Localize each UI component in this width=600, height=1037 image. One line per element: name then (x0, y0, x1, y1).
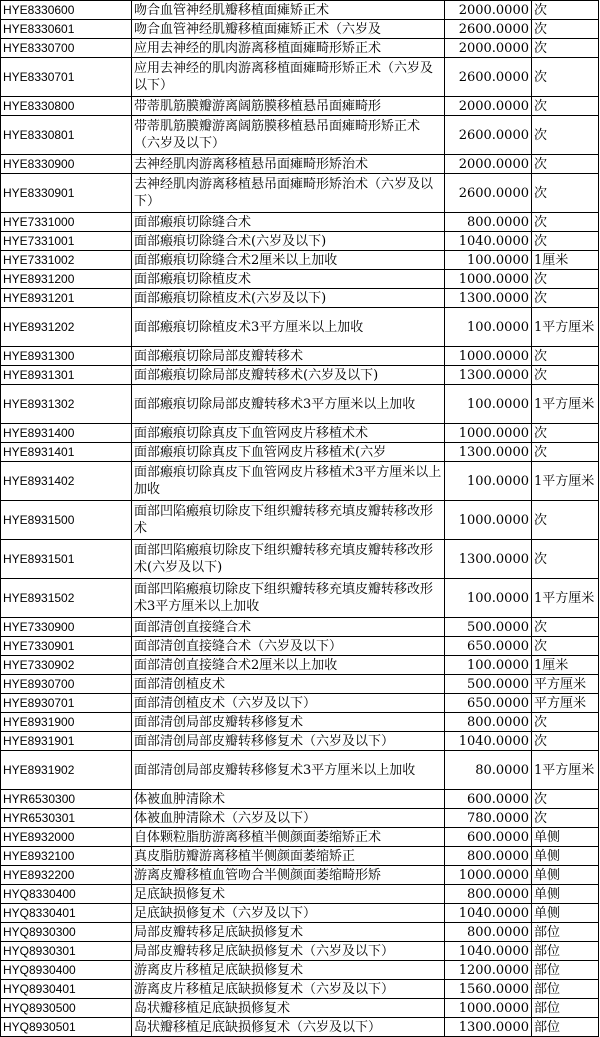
table-row (1, 58, 599, 97)
table-row (1, 732, 599, 751)
table-row (1, 443, 599, 462)
item-price-cell: 1000.0000 (445, 501, 532, 540)
item-unit-cell: 次 (532, 540, 599, 579)
item-unit-cell: 次 (532, 347, 599, 366)
item-unit-cell: 次 (532, 637, 599, 656)
item-name-cell: 岛状瓣移植足底缺损修复术（六岁及以下） (132, 1018, 445, 1037)
item-code-cell: HYE8931900 (1, 713, 132, 732)
item-name-cell: 面部瘢痕切除缝合术 (132, 213, 445, 232)
table-row (1, 39, 599, 58)
item-price-cell: 1000.0000 (445, 347, 532, 366)
table-row (1, 828, 599, 847)
item-name-cell: 游离皮片移植足底缺损修复术（六岁及以下） (132, 980, 445, 999)
item-code-cell: HYE8330701 (1, 58, 132, 97)
item-code-cell: HYE8931501 (1, 540, 132, 579)
item-unit-cell: 单侧 (532, 904, 599, 923)
item-code-cell: HYE8931200 (1, 270, 132, 289)
item-unit-cell: 1平方厘米 (532, 579, 599, 618)
item-price-cell: 2600.0000 (445, 20, 532, 39)
table-row (1, 809, 599, 828)
item-price-cell: 1040.0000 (445, 232, 532, 251)
item-name-cell: 面部清创局部皮瓣转移修复术（六岁及以下） (132, 732, 445, 751)
item-code-cell: HYE8330600 (1, 1, 132, 20)
item-code-cell: HYR6530300 (1, 790, 132, 809)
item-unit-cell: 次 (532, 116, 599, 155)
table-row (1, 232, 599, 251)
item-code-cell: HYE8932100 (1, 847, 132, 866)
item-name-cell: 面部清创直接缝合术 (132, 618, 445, 637)
item-price-cell: 80.0000 (445, 751, 532, 790)
item-code-cell: HYQ8930300 (1, 923, 132, 942)
item-price-cell: 100.0000 (445, 385, 532, 424)
item-unit-cell: 次 (532, 501, 599, 540)
item-price-cell: 1300.0000 (445, 443, 532, 462)
item-name-cell: 足底缺损修复术（六岁及以下） (132, 904, 445, 923)
item-unit-cell: 部位 (532, 1018, 599, 1037)
table-row (1, 751, 599, 790)
item-name-cell: 面部清创直接缝合术2厘米以上加收 (132, 656, 445, 675)
item-price-cell: 2000.0000 (445, 155, 532, 174)
item-name-cell: 去神经肌肉游离移植悬吊面瘫畸形矫治术（六岁及以下） (132, 174, 445, 213)
item-name-cell: 面部瘢痕切除真皮下血管网皮片移植术(六岁 (132, 443, 445, 462)
item-unit-cell: 单侧 (532, 828, 599, 847)
item-unit-cell: 次 (532, 155, 599, 174)
item-unit-cell: 次 (532, 618, 599, 637)
item-name-cell: 面部瘢痕切除真皮下血管网皮片移植术3平方厘米以上加收 (132, 462, 445, 501)
table-row (1, 347, 599, 366)
item-price-cell: 2600.0000 (445, 174, 532, 213)
item-name-cell: 面部凹陷瘢痕切除皮下组织瓣转移充填皮瓣转移改形术3平方厘米以上加收 (132, 579, 445, 618)
item-name-cell: 面部清创植皮术（六岁及以下） (132, 694, 445, 713)
item-name-cell: 吻合血管神经肌瓣移植面瘫矫正术（六岁及 (132, 20, 445, 39)
item-unit-cell: 次 (532, 1, 599, 20)
item-unit-cell: 次 (532, 58, 599, 97)
item-code-cell: HYQ8930301 (1, 942, 132, 961)
item-price-cell: 2600.0000 (445, 116, 532, 155)
item-name-cell: 游离皮片移植足底缺损修复术 (132, 961, 445, 980)
item-price-cell: 650.0000 (445, 694, 532, 713)
item-code-cell: HYE8931201 (1, 289, 132, 308)
table-row (1, 20, 599, 39)
table-row (1, 308, 599, 347)
item-code-cell: HYQ8930401 (1, 980, 132, 999)
item-price-cell: 1040.0000 (445, 942, 532, 961)
item-price-cell: 1300.0000 (445, 366, 532, 385)
item-unit-cell: 次 (532, 289, 599, 308)
table-row (1, 366, 599, 385)
item-unit-cell: 次 (532, 232, 599, 251)
item-name-cell: 面部清创植皮术 (132, 675, 445, 694)
item-unit-cell: 平方厘米 (532, 694, 599, 713)
item-code-cell: HYE8931202 (1, 308, 132, 347)
item-name-cell: 面部凹陷瘢痕切除皮下组织瓣转移充填皮瓣转移改形术 (132, 501, 445, 540)
item-name-cell: 面部清创局部皮瓣转移修复术3平方厘米以上加收 (132, 751, 445, 790)
item-code-cell: HYE8931502 (1, 579, 132, 618)
table-row (1, 656, 599, 675)
item-price-cell: 1560.0000 (445, 980, 532, 999)
item-code-cell: HYE8930701 (1, 694, 132, 713)
table-row (1, 637, 599, 656)
item-price-cell: 800.0000 (445, 923, 532, 942)
item-code-cell: HYE8931402 (1, 462, 132, 501)
item-price-cell: 2000.0000 (445, 39, 532, 58)
item-unit-cell: 1厘米 (532, 656, 599, 675)
item-price-cell: 1200.0000 (445, 961, 532, 980)
item-price-cell: 100.0000 (445, 462, 532, 501)
item-code-cell: HYQ8330400 (1, 885, 132, 904)
item-price-cell: 2600.0000 (445, 58, 532, 97)
item-name-cell: 吻合血管神经肌瓣移植面瘫矫正术 (132, 1, 445, 20)
table-row (1, 424, 599, 443)
item-price-cell: 800.0000 (445, 713, 532, 732)
table-row (1, 462, 599, 501)
item-unit-cell: 次 (532, 174, 599, 213)
item-price-cell: 1000.0000 (445, 424, 532, 443)
table-row (1, 251, 599, 270)
table-row (1, 942, 599, 961)
table-row (1, 999, 599, 1018)
item-price-cell: 1000.0000 (445, 999, 532, 1018)
item-name-cell: 面部瘢痕切除植皮术 (132, 270, 445, 289)
table-row (1, 885, 599, 904)
item-name-cell: 面部清创直接缝合术（六岁及以下） (132, 637, 445, 656)
table-row (1, 713, 599, 732)
item-code-cell: HYE8330700 (1, 39, 132, 58)
item-unit-cell: 次 (532, 809, 599, 828)
item-name-cell: 面部瘢痕切除局部皮瓣转移术(六岁及以下) (132, 366, 445, 385)
item-name-cell: 体被血肿清除术 (132, 790, 445, 809)
item-code-cell: HYE8932200 (1, 866, 132, 885)
item-unit-cell: 部位 (532, 961, 599, 980)
item-price-cell: 100.0000 (445, 308, 532, 347)
item-unit-cell: 次 (532, 732, 599, 751)
item-unit-cell: 次 (532, 366, 599, 385)
item-unit-cell: 次 (532, 790, 599, 809)
item-name-cell: 局部皮瓣转移足底缺损修复术 (132, 923, 445, 942)
item-name-cell: 足底缺损修复术 (132, 885, 445, 904)
item-price-cell: 100.0000 (445, 579, 532, 618)
item-code-cell: HYE7331001 (1, 232, 132, 251)
item-unit-cell: 次 (532, 713, 599, 732)
table-row (1, 618, 599, 637)
item-price-cell: 1300.0000 (445, 540, 532, 579)
item-unit-cell: 平方厘米 (532, 675, 599, 694)
table-row (1, 980, 599, 999)
item-unit-cell: 次 (532, 270, 599, 289)
item-price-cell: 100.0000 (445, 251, 532, 270)
item-name-cell: 面部凹陷瘢痕切除皮下组织瓣转移充填皮瓣转移改形术(六岁及以下) (132, 540, 445, 579)
item-code-cell: HYE8931400 (1, 424, 132, 443)
table-row (1, 213, 599, 232)
item-name-cell: 应用去神经的肌肉游离移植面瘫畸形矫正术 (132, 39, 445, 58)
item-price-cell: 1300.0000 (445, 289, 532, 308)
item-code-cell: HYE8330801 (1, 116, 132, 155)
item-unit-cell: 1厘米 (532, 251, 599, 270)
item-code-cell: HYE8931902 (1, 751, 132, 790)
item-code-cell: HYE8931500 (1, 501, 132, 540)
item-price-cell: 1300.0000 (445, 1018, 532, 1037)
table-row (1, 694, 599, 713)
item-price-cell: 800.0000 (445, 885, 532, 904)
item-price-cell: 500.0000 (445, 675, 532, 694)
table-row (1, 116, 599, 155)
item-price-cell: 1000.0000 (445, 270, 532, 289)
item-code-cell: HYE8931901 (1, 732, 132, 751)
item-code-cell: HYE7331002 (1, 251, 132, 270)
item-name-cell: 带蒂肌筋膜瓣游离阔筋膜移植悬吊面瘫畸形 (132, 97, 445, 116)
item-name-cell: 应用去神经的肌肉游离移植面瘫畸形矫正术（六岁及以下） (132, 58, 445, 97)
item-code-cell: HYE8931300 (1, 347, 132, 366)
item-unit-cell: 部位 (532, 923, 599, 942)
table-row (1, 97, 599, 116)
item-code-cell: HYE8931301 (1, 366, 132, 385)
item-code-cell: HYQ8330401 (1, 904, 132, 923)
item-code-cell: HYE8330800 (1, 97, 132, 116)
item-code-cell: HYQ8930501 (1, 1018, 132, 1037)
item-unit-cell: 1平方厘米 (532, 308, 599, 347)
item-name-cell: 面部瘢痕切除植皮术(六岁及以下) (132, 289, 445, 308)
table-row (1, 270, 599, 289)
item-unit-cell: 次 (532, 213, 599, 232)
item-name-cell: 面部清创局部皮瓣转移修复术 (132, 713, 445, 732)
item-unit-cell: 单侧 (532, 847, 599, 866)
item-price-cell: 650.0000 (445, 637, 532, 656)
item-code-cell: HYE7330900 (1, 618, 132, 637)
table-row (1, 961, 599, 980)
table-row (1, 1, 599, 20)
table-row (1, 155, 599, 174)
item-unit-cell: 次 (532, 443, 599, 462)
item-code-cell: HYE8330601 (1, 20, 132, 39)
table-row (1, 866, 599, 885)
item-name-cell: 自体颗粒脂肪游离移植半侧颜面萎缩矫正术 (132, 828, 445, 847)
item-code-cell: HYQ8930400 (1, 961, 132, 980)
item-price-cell: 1040.0000 (445, 732, 532, 751)
item-unit-cell: 单侧 (532, 866, 599, 885)
item-name-cell: 去神经肌肉游离移植悬吊面瘫畸形矫治术 (132, 155, 445, 174)
item-name-cell: 面部瘢痕切除缝合术(六岁及以下) (132, 232, 445, 251)
item-price-cell: 780.0000 (445, 809, 532, 828)
table-row (1, 579, 599, 618)
table-row (1, 904, 599, 923)
item-price-cell: 600.0000 (445, 828, 532, 847)
item-unit-cell: 1平方厘米 (532, 462, 599, 501)
item-code-cell: HYE8931302 (1, 385, 132, 424)
table-row (1, 675, 599, 694)
item-code-cell: HYE8931401 (1, 443, 132, 462)
fee-table-body (1, 1, 599, 1037)
item-name-cell: 面部瘢痕切除局部皮瓣转移术 (132, 347, 445, 366)
table-row (1, 540, 599, 579)
item-unit-cell: 次 (532, 20, 599, 39)
item-name-cell: 面部瘢痕切除植皮术3平方厘米以上加收 (132, 308, 445, 347)
table-row (1, 847, 599, 866)
item-unit-cell: 部位 (532, 999, 599, 1018)
item-name-cell: 真皮脂肪瓣游离移植半侧颜面萎缩矫正 (132, 847, 445, 866)
table-row (1, 1018, 599, 1037)
item-code-cell: HYE7331000 (1, 213, 132, 232)
table-row (1, 923, 599, 942)
item-code-cell: HYE7330902 (1, 656, 132, 675)
item-code-cell: HYQ8930500 (1, 999, 132, 1018)
item-unit-cell: 1平方厘米 (532, 751, 599, 790)
item-code-cell: HYE8330901 (1, 174, 132, 213)
item-price-cell: 1040.0000 (445, 904, 532, 923)
item-price-cell: 2000.0000 (445, 1, 532, 20)
item-unit-cell: 部位 (532, 980, 599, 999)
item-price-cell: 800.0000 (445, 213, 532, 232)
item-price-cell: 100.0000 (445, 656, 532, 675)
table-row (1, 289, 599, 308)
item-code-cell: HYE8330900 (1, 155, 132, 174)
item-unit-cell: 次 (532, 97, 599, 116)
item-code-cell: HYE7330901 (1, 637, 132, 656)
item-name-cell: 游离皮瓣移植血管吻合半侧颜面萎缩畸形矫 (132, 866, 445, 885)
item-unit-cell: 次 (532, 424, 599, 443)
item-unit-cell: 单侧 (532, 885, 599, 904)
item-code-cell: HYR6530301 (1, 809, 132, 828)
item-price-cell: 600.0000 (445, 790, 532, 809)
table-row (1, 385, 599, 424)
item-price-cell: 2000.0000 (445, 97, 532, 116)
item-name-cell: 面部瘢痕切除真皮下血管网皮片移植术术 (132, 424, 445, 443)
item-price-cell: 500.0000 (445, 618, 532, 637)
item-name-cell: 面部瘢痕切除缝合术2厘米以上加收 (132, 251, 445, 270)
table-row (1, 174, 599, 213)
item-code-cell: HYE8930700 (1, 675, 132, 694)
item-name-cell: 体被血肿清除术（六岁及以下） (132, 809, 445, 828)
item-name-cell: 面部瘢痕切除局部皮瓣转移术3平方厘米以上加收 (132, 385, 445, 424)
item-price-cell: 800.0000 (445, 847, 532, 866)
table-row (1, 501, 599, 540)
item-unit-cell: 次 (532, 39, 599, 58)
item-code-cell: HYE8932000 (1, 828, 132, 847)
item-unit-cell: 1平方厘米 (532, 385, 599, 424)
item-name-cell: 岛状瓣移植足底缺损修复术 (132, 999, 445, 1018)
item-name-cell: 局部皮瓣转移足底缺损修复术（六岁及以下） (132, 942, 445, 961)
item-price-cell: 1000.0000 (445, 866, 532, 885)
item-name-cell: 带蒂肌筋膜瓣游离阔筋膜移植悬吊面瘫畸形矫正术（六岁及以下） (132, 116, 445, 155)
table-row (1, 790, 599, 809)
item-unit-cell: 部位 (532, 942, 599, 961)
